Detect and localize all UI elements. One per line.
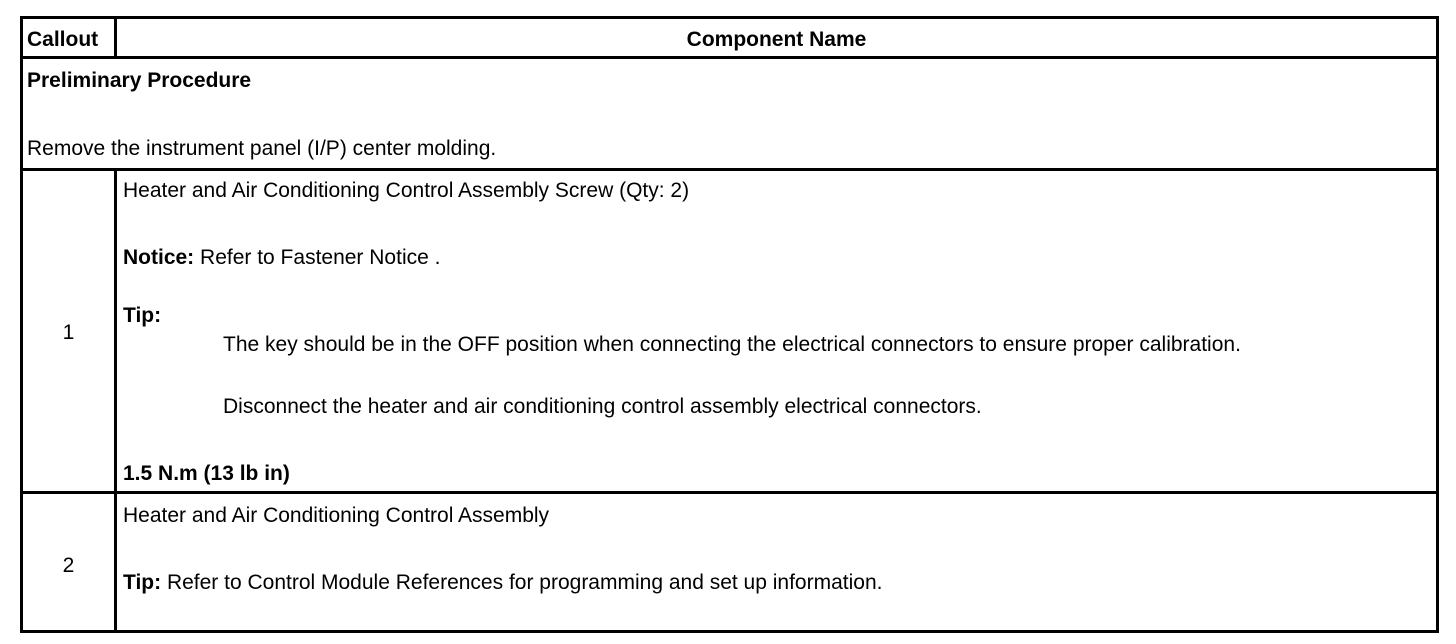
row-1-tip-line-2: Disconnect the heater and air conditioning control assembly electrical connectors.: [223, 395, 982, 418]
tip-text: Refer to Control Module References for programming and set up information.: [161, 571, 883, 594]
tip-label: Tip:: [123, 571, 162, 594]
row-1-component-name: Heater and Air Conditioning Control Assembly Screw (Qty: 2): [123, 179, 690, 202]
notice-label: Notice:: [123, 246, 195, 269]
preliminary-divider: [23, 168, 1436, 171]
row-1-torque: 1.5 N.m (13 lb in): [123, 462, 290, 485]
row-1-callout: 1: [62, 321, 75, 344]
row-1-tip-label: Tip:: [123, 304, 162, 327]
preliminary-title: Preliminary Procedure: [27, 69, 252, 92]
header-component-name: Component Name: [686, 28, 867, 51]
row-1-tip-line-1: The key should be in the OFF position when connecting the electrical connectors to ensure proper calibration.: [223, 333, 1241, 356]
header-callout: Callout: [27, 28, 99, 51]
row-1-notice: [123, 246, 440, 270]
row-2-tip: [123, 571, 882, 595]
row-2-callout: 2: [62, 554, 75, 577]
header-divider: [23, 56, 1436, 59]
row-divider: [23, 491, 1436, 494]
notice-text: Refer to Fastener Notice .: [194, 246, 441, 269]
row-2-component-name: Heater and Air Conditioning Control Assembly: [123, 504, 550, 527]
component-table: [20, 16, 1439, 633]
preliminary-text: Remove the instrument panel (I/P) center molding.: [27, 137, 497, 160]
column-divider-body: [114, 171, 117, 630]
